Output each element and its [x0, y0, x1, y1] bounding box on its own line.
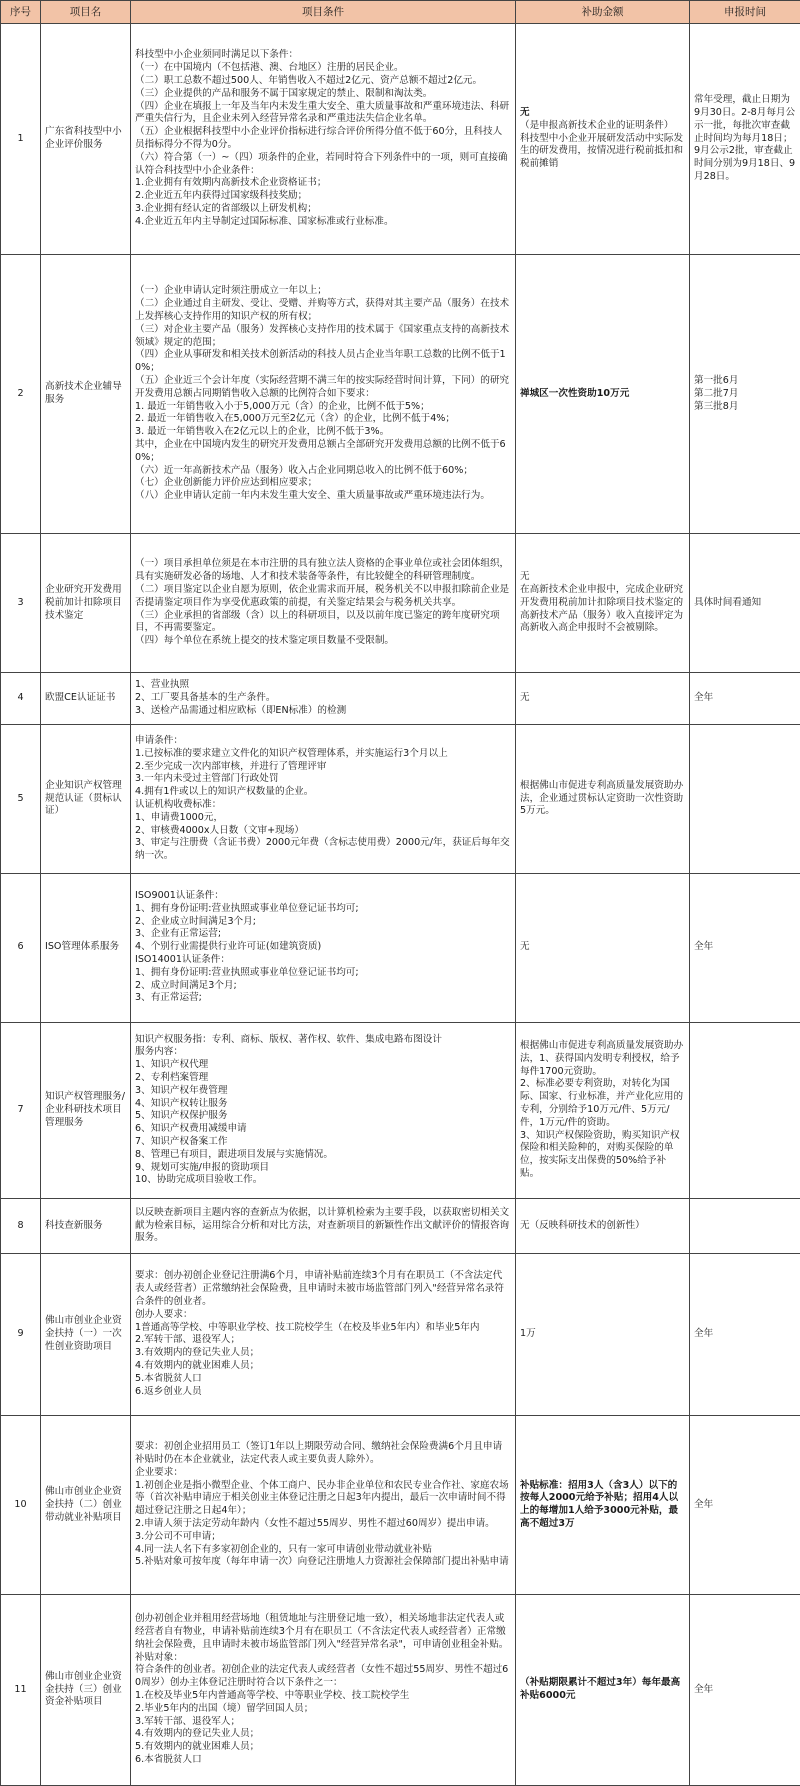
condition-line: 3、送检产品需通过相应欧标（即EN标准）的检测 — [135, 704, 347, 716]
condition-line: 10、协助完成项目验收工作。 — [135, 1174, 263, 1186]
condition-line: 补贴对象： — [135, 1651, 183, 1663]
subsidy-line: 无（反映科研技术的创新性） — [520, 1219, 645, 1231]
condition-line: 6.本省脱贫人口 — [135, 1754, 202, 1766]
cell-project-name: ISO管理体系服务 — [41, 873, 131, 1022]
condition-line: 服务内容： — [135, 1046, 183, 1058]
condition-line: 1. 最近一年销售收入小于5,000万元（含）的企业，比例不低于5%； — [135, 400, 430, 412]
subsidy-line: 1万 — [520, 1328, 536, 1340]
condition-line: （二）企业通过自主研发、受让、受赠、并购等方式，获得对其主要产品（服务）在技术上发挥核心支持作用的知识产权的所有权； — [135, 298, 510, 322]
condition-line: （四）企业在填报上一年及当年内未发生重大安全、重大质量事故和严重环境违法、科研严重失信行为，且企业未列入经营异常名录和严重违法失信企业名单。 — [135, 100, 510, 125]
cell-seq: 10 — [1, 1416, 41, 1595]
cell-subsidy — [516, 1199, 690, 1253]
condition-line: （一）企业申请认定时须注册成立一年以上； — [135, 285, 327, 297]
subsidy-line: 科技型中小企业开展研发活动中实际发生的研发费用，按情况进行税前抵扣和税前摊销 — [520, 132, 684, 170]
condition-line: 6.返乡创业人员 — [135, 1385, 202, 1397]
condition-line: （八）企业申请认定前一年内未发生重大安全、重大质量事故或严重环境违法行为。 — [135, 490, 490, 502]
cell-seq: 5 — [1, 725, 41, 874]
condition-line: 3、有正常运营; — [135, 992, 202, 1004]
subsidy-line: （补贴期限累计不超过3年）每年最高补贴6000元 — [520, 1677, 681, 1702]
cell-conditions — [131, 672, 516, 724]
condition-line: 3.有效期内的登记失业人员； — [135, 1347, 260, 1359]
condition-line: 要求：初创企业招用员工（签订1年以上期限劳动合同、缴纳社会保险费满6个月且申请补贴时仍在本企业就业，法定代表人或主要负责人除外）。 — [135, 1441, 503, 1465]
condition-line: 4、个别行业需提供行业许可证(如建筑资质) — [135, 941, 322, 953]
condition-line: 3、企业有正常运营; — [135, 928, 222, 940]
subsidy-line: 3、知识产权保险资助，购买知识产权保险和相关险种的，对购买保险的单位，按实际支出保费的50%给予补贴。 — [520, 1129, 680, 1179]
subsidy-line: 在高新技术企业申报中，完成企业研究开发费用税前加计扣除项目技术鉴定的高新技术产品（服务）收入直接评定为高新收入高企申报时不会被剔除。 — [520, 583, 684, 634]
condition-line: 3.军转干部、退役军人； — [135, 1715, 241, 1727]
cell-apply-time: 全年 — [690, 1595, 800, 1786]
cell-conditions — [131, 873, 516, 1022]
table-body — [1, 24, 800, 1786]
table-row — [1, 1595, 800, 1786]
cell-apply-time: 第一批6月 第二批7月 第三批8月 — [690, 255, 800, 534]
table-row — [1, 672, 800, 724]
cell-subsidy — [516, 255, 690, 534]
condition-line: 3.分公司不可申请； — [135, 1530, 221, 1542]
condition-line: 1、知识产权代理 — [135, 1059, 209, 1071]
condition-line: （四）企业从事研发和相关技术创新活动的科技人员占企业当年职工总数的比例不低于10%； — [135, 349, 506, 374]
condition-line: （四）每个单位在系统上提交的技术鉴定项目数量不受限制。 — [135, 635, 395, 647]
condition-line: （五）企业近三个会计年度（实际经营期不满三年的按实际经营时间计算，下同）的研究开发费用总额占同期销售收入总额的比例符合如下要求： — [135, 374, 510, 399]
condition-line: 4.有效期内的登记失业人员； — [135, 1728, 260, 1740]
cell-subsidy — [516, 534, 690, 673]
condition-line: 其中，企业在中国境内发生的研究开发费用总额占全部研究开发费用总额的比例不低于60%； — [135, 438, 506, 463]
condition-line: 2、企业成立时间满足3个月; — [135, 915, 256, 927]
cell-project-name: 佛山市创业企业资金扶持（二）创业带动就业补贴项目 — [41, 1416, 131, 1595]
cell-conditions — [131, 255, 516, 534]
condition-line: 1.企业拥有有效期内高新技术企业资格证书； — [135, 177, 327, 189]
condition-line: 2.申请人须于法定劳动年龄内（女性不超过55周岁、男性不超过60周岁）提出申请。 — [135, 1517, 495, 1529]
cell-project-name: 科技查新服务 — [41, 1199, 131, 1253]
cell-project-name: 高新技术企业辅导服务 — [41, 255, 131, 534]
cell-conditions — [131, 24, 516, 255]
condition-line: 3、审定与注册费（含证书费）2000元年费（含标志使用费）2000元/年，获证后每年交纳一次。 — [135, 837, 510, 862]
subsidy-line: 补贴标准：招用3人（含3人）以下的按每人2000元给予补贴；招用4人以上的每增加1人给予3000元补贴，最高不超过3万 — [520, 1479, 679, 1529]
table-row — [1, 873, 800, 1022]
subsidy-line: 根据佛山市促进专利高质量发展资助办法，企业通过贯标认定资助一次性资助5万元。 — [520, 779, 684, 817]
condition-line: 认证机构收费标准： — [135, 799, 222, 810]
condition-line: ISO9001认证条件： — [135, 890, 224, 902]
cell-apply-time — [690, 1199, 800, 1253]
condition-line: 3、知识产权年费管理 — [135, 1084, 228, 1096]
condition-line: 2、成立时间满足3个月; — [135, 979, 237, 991]
cell-conditions — [131, 1022, 516, 1199]
cell-subsidy — [516, 873, 690, 1022]
subsidy-line: 无 — [520, 941, 530, 953]
condition-line: （一）项目承担单位须是在本市注册的具有独立法人资格的企事业单位或社会团体组织，具有实施研发必备的场地、人才和技术装备等条件，有比较健全的科研管理制度。 — [135, 558, 510, 583]
cell-subsidy — [516, 1595, 690, 1786]
condition-line: 2.军转干部、退役军人； — [135, 1334, 241, 1346]
condition-line: 以反映查新项目主题内容的查新点为依据，以计算机检索为主要手段，以获取密切相关文献为检索目标，运用综合分析和对比方法，对查新项目的新颖性作出文献评价的情报咨询服务。 — [135, 1206, 510, 1244]
table-row — [1, 725, 800, 874]
condition-line: （六）近一年高新技术产品（服务）收入占企业同期总收入的比例不低于60%； — [135, 464, 473, 476]
condition-line: 2、工厂要具备基本的生产条件。 — [135, 692, 276, 704]
condition-line: 创办人要求： — [135, 1308, 193, 1320]
cell-project-name: 佛山市创业企业资金扶持（一）一次性创业资助项目 — [41, 1253, 131, 1416]
header-subsidy: 补助金额 — [516, 1, 690, 24]
cell-conditions — [131, 1199, 516, 1253]
subsidy-line: 无 — [520, 692, 530, 704]
condition-line: 4.有效期内的就业困难人员； — [135, 1360, 260, 1371]
condition-line: 6、知识产权费用减缓申请 — [135, 1123, 247, 1135]
table-row — [1, 24, 800, 255]
cell-seq: 2 — [1, 255, 41, 534]
cell-apply-time: 常年受理，截止日期为9月30日。2-8月每月公示一批，每批次审查截止时间均为每月18日；9月公示2批，审查截止时间分别为9月18日、9月28日。 — [690, 24, 800, 255]
cell-seq: 9 — [1, 1253, 41, 1416]
condition-line: （三）企业提供的产品和服务不属于国家规定的禁止、限制和淘汰类。 — [135, 87, 433, 99]
cell-project-name: 知识产权管理服务/企业科研技术项目管理服务 — [41, 1022, 131, 1199]
subsidy-line: 根据佛山市促进专利高质量发展资助办法，1、获得国内发明专利授权，给予每件1700元资助。 — [520, 1040, 684, 1077]
condition-line: 1、拥有身份证明:营业执照或事业单位登记证书均可; — [135, 902, 359, 914]
condition-line: 2、专利档案管理 — [135, 1072, 209, 1084]
condition-line: 9、规划可实施/申报的资助项目 — [135, 1161, 270, 1173]
condition-line: 2.至少完成一次内部审核，并进行了管理评审 — [135, 760, 327, 772]
condition-line: 1.已按标准的要求建立文件化的知识产权管理体系，并实施运行3个月以上 — [135, 747, 448, 759]
condition-line: 4、知识产权转让服务 — [135, 1097, 228, 1109]
condition-line: 2.企业近五年内获得过国家级科技奖励； — [135, 190, 308, 202]
condition-line: 知识产权服务指：专利、商标、版权、著作权、软件、集成电路布图设计 — [135, 1033, 442, 1045]
cell-project-name: 佛山市创业企业资金扶持（三）创业资金补贴项目 — [41, 1595, 131, 1786]
condition-line: 3. 最近一年销售收入在2亿元以上的企业，比例不低于3%。 — [135, 426, 390, 438]
cell-seq: 8 — [1, 1199, 41, 1253]
cell-project-name: 企业知识产权管理规范认证（贯标认证） — [41, 725, 131, 874]
cell-apply-time: 全年 — [690, 1416, 800, 1595]
condition-line: 4.拥有1件或以上的知识产权数量的企业。 — [135, 786, 314, 798]
cell-conditions — [131, 725, 516, 874]
cell-conditions — [131, 534, 516, 673]
cell-subsidy — [516, 1253, 690, 1416]
cell-subsidy — [516, 1416, 690, 1595]
cell-seq: 6 — [1, 873, 41, 1022]
condition-line: 2.毕业5年内的出国（境）留学回国人员； — [135, 1702, 314, 1714]
condition-line: （一）在中国境内（不包括港、澳、台地区）注册的居民企业。 — [135, 62, 404, 74]
condition-line: 5.本省脱贫人口 — [135, 1372, 202, 1384]
subsidy-line: 无 — [520, 571, 530, 583]
condition-line: 4.同一法人名下有多家初创企业的，只有一家可申请创业带动就业补贴 — [135, 1543, 432, 1555]
cell-subsidy — [516, 24, 690, 255]
cell-seq: 4 — [1, 672, 41, 724]
cell-seq: 3 — [1, 534, 41, 673]
cell-seq: 11 — [1, 1595, 41, 1786]
condition-line: 1.初创企业是指小微型企业、个体工商户、民办非企业单位和农民专业合作社、家庭农场等（首次补贴申请应于相关创业主体登记注册之日起3年内提出，最后一次申请时间不得超过登记注册之日起4年）； — [135, 1479, 509, 1517]
condition-line: 2. 最近一年销售收入在5,000万元至2亿元（含）的企业，比例不低于4%； — [135, 413, 456, 425]
cell-subsidy — [516, 672, 690, 724]
condition-line: 3.企业拥有经认定的省部级以上研发机构； — [135, 203, 317, 214]
condition-line: 申请条件： — [135, 735, 183, 747]
table-row — [1, 1022, 800, 1199]
cell-project-name: 欧盟CE认证证书 — [41, 672, 131, 724]
condition-line: 符合条件的创业者。初创企业的法定代表人或经营者（女性不超过55周岁、男性不超过60周岁）创办主体登记注册时符合以下条件之一： — [135, 1664, 509, 1689]
cell-apply-time — [690, 725, 800, 874]
condition-line: （二）职工总数不超过500人、年销售收入不超过2亿元、资产总额不超过2亿元。 — [135, 75, 483, 87]
table-row — [1, 1416, 800, 1595]
condition-line: 4.企业近五年内主导制定过国际标准、国家标准或行业标准。 — [135, 215, 394, 227]
cell-apply-time: 全年 — [690, 1253, 800, 1416]
condition-line: （三）企业承担的省部级（含）以上的科研项目，以及以前年度已鉴定的跨年度研究项目，不再需要鉴定。 — [135, 609, 500, 634]
cell-apply-time: 全年 — [690, 672, 800, 724]
table-row — [1, 1253, 800, 1416]
cell-conditions — [131, 1595, 516, 1786]
condition-line: 1、申请费1000元， — [135, 811, 224, 823]
table-row — [1, 255, 800, 534]
header-seq: 序号 — [1, 1, 41, 24]
condition-line: 1、拥有身份证明:营业执照或事业单位登记证书均可; — [135, 966, 359, 978]
subsidy-line: 禅城区一次性资助10万元 — [520, 387, 630, 399]
condition-line: 1.在校及毕业5年内普通高等学校、中等职业学校、技工院校学生 — [135, 1690, 410, 1702]
condition-line: （三）对企业主要产品（服务）发挥核心支持作用的技术属于《国家重点支持的高新技术领域》规定的范围； — [135, 323, 510, 348]
condition-line: 1、营业执照 — [135, 679, 190, 691]
condition-line: 3.一年内未受过主管部门行政处罚 — [135, 773, 279, 785]
condition-line: （六）符合第（一）~（四）项条件的企业，若同时符合下列条件中的一项，则可直接确认符合科技型中小企业条件： — [135, 151, 508, 176]
cell-seq: 1 — [1, 24, 41, 255]
table-row — [1, 1199, 800, 1253]
condition-line: 科技型中小企业须同时满足以下条件： — [135, 49, 299, 61]
header-row — [1, 1, 800, 24]
header-conditions: 项目条件 — [131, 1, 516, 24]
cell-apply-time: 具体时间看通知 — [690, 534, 800, 673]
table-row — [1, 534, 800, 673]
condition-line: 企业要求： — [135, 1466, 183, 1478]
condition-line: （七）企业创新能力评价应达到相应要求； — [135, 477, 318, 489]
condition-line: 5.有效期内的就业困难人员； — [135, 1741, 260, 1753]
condition-line: （五）企业根据科技型中小企业评价指标进行综合评价所得分值不低于60分，且科技人员指标得分不得为0分。 — [135, 126, 503, 151]
cell-conditions — [131, 1416, 516, 1595]
cell-conditions — [131, 1253, 516, 1416]
header-name: 项目名 — [41, 1, 131, 24]
cell-seq: 7 — [1, 1022, 41, 1199]
condition-line: 2、审核费4000x人日数（文审+现场） — [135, 824, 304, 836]
condition-line: 要求：创办初创企业登记注册满6个月，申请补贴前连续3个月有在职员工（不含法定代表人或经营者）正常缴纳社会保险费，且申请时未被市场监管部门列入"经营异常名录符合条件的创业者。 — [135, 1270, 504, 1308]
condition-line: 7、知识产权备案工作 — [135, 1136, 228, 1147]
condition-line: 1普通高等学校、中等职业学校、技工院校学生（在校及毕业5年内）和毕业5年内 — [135, 1321, 480, 1333]
cell-project-name: 企业研究开发费用税前加计扣除项目技术鉴定 — [41, 534, 131, 673]
cell-subsidy — [516, 1022, 690, 1199]
cell-apply-time: 全年 — [690, 873, 800, 1022]
cell-subsidy — [516, 725, 690, 874]
header-time: 申报时间 — [690, 1, 800, 24]
subsidy-line: 2、标准必要专利资助，对转化为国际、国家、行业标准，并产业化应用的专利，分别给予10万元/件、5万元/件，1万元/件的资助。 — [520, 1078, 684, 1128]
condition-line: 创办初创企业并租用经营场地（租赁地址与注册登记地一致），相关场地非法定代表人或经营者自有物业，申请补贴前连续3个月有在职员工（不含法定代表人或经营者）正常缴纳社会保险费，且申请时未被市场监管部门列入"经营异常名录"，可申请创业租金补贴。 — [135, 1613, 509, 1650]
subsidy-line: （是申报高新技术企业的证明条件） — [520, 119, 674, 131]
condition-line: 8、管理已有项目，跟进项目发展与实施情况。 — [135, 1148, 333, 1160]
condition-line: （二）项目鉴定以企业自愿为原则，依企业需求而开展，税务机关不以申报扣除前企业是否提请鉴定项目作为享受优惠政策的前提，有关鉴定结果会与税务机关共享。 — [135, 583, 510, 608]
subsidy-line: 无 — [520, 107, 530, 119]
cell-project-name: 广东省科技型中小企业评价服务 — [41, 24, 131, 255]
cell-apply-time — [690, 1022, 800, 1199]
condition-line: 5.补贴对象可按年度（每年申请一次）向登记注册地人力资源社会保障部门提出补贴申请 — [135, 1556, 509, 1568]
condition-line: 5、知识产权保护服务 — [135, 1110, 228, 1122]
condition-line: ISO14001认证条件： — [135, 954, 230, 966]
